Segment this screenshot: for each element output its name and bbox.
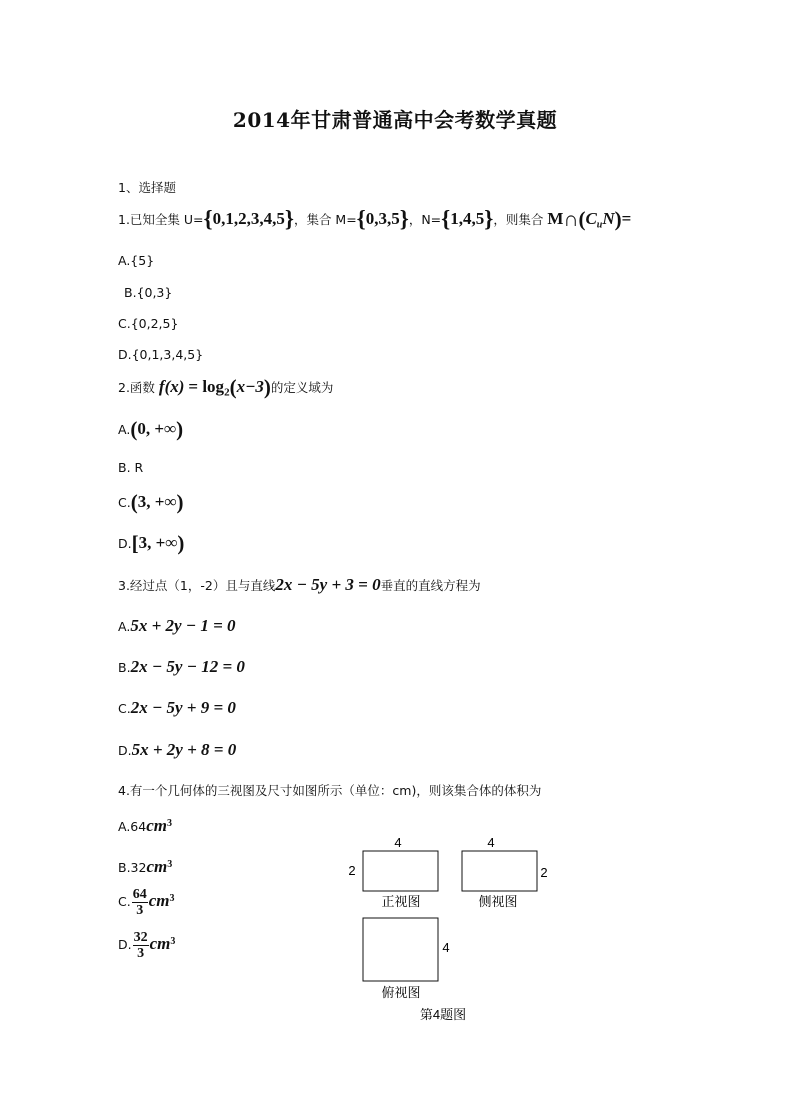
q1-mid2: ，N= bbox=[408, 212, 442, 227]
front-view-caption: 正视图 bbox=[381, 894, 421, 909]
q4-option-d: D. $\frac{32}{3}$ $cm^3$ bbox=[118, 930, 176, 961]
q4-option-a: $A.64cm^3$ bbox=[118, 816, 172, 835]
q1-expr-n: N bbox=[602, 209, 615, 228]
q4-option-c: C. $\frac{64}{3}$ $cm^3$ bbox=[118, 887, 175, 918]
three-view-figure bbox=[330, 828, 570, 1028]
q1-expr-m: M bbox=[547, 209, 564, 228]
q4-option-c-fraction: $\frac{64}{3}$ bbox=[132, 887, 147, 918]
q2-prefix: 2.函数 bbox=[118, 380, 155, 395]
q3-option-a: A.5x + 2y − 1 = 0 bbox=[118, 616, 236, 635]
figure-caption: 第4题图 bbox=[419, 1007, 467, 1022]
top-view-caption: 俯视图 bbox=[381, 985, 421, 1000]
q1-set-m: 0,3,5 bbox=[365, 209, 400, 228]
front-view-top-dim: 4 bbox=[394, 835, 402, 850]
q1-expr-eq: = bbox=[621, 209, 632, 228]
question-1: 1.已知全集 U={0,1,2,3,4,5}，集合 M={0,3,5}，N={1,4,5}，则集合 $M\cap(C_uN)=$ bbox=[118, 206, 632, 231]
section-heading: 1、选择题 bbox=[118, 180, 176, 195]
q1-option-b: B.{0,3} bbox=[124, 285, 173, 300]
side-view-top-dim: 4 bbox=[487, 835, 495, 850]
q1-option-d: D.{0,1,3,4,5} bbox=[118, 347, 204, 362]
q3-option-b: B.2x − 5y − 12 = 0 bbox=[118, 657, 245, 676]
q1-set-u: 0,1,2,3,4,5 bbox=[212, 209, 285, 228]
top-view-rect bbox=[363, 918, 438, 981]
q1-option-a: A.{5} bbox=[118, 253, 155, 268]
q4-option-b: $B.32cm^3$ bbox=[118, 857, 173, 876]
q1-mid3: ，则集合 bbox=[493, 212, 544, 227]
q3-option-d: D.5x + 2y + 8 = 0 bbox=[118, 740, 237, 759]
q3-line: 2x − 5y + 3 = 0 bbox=[275, 575, 381, 594]
side-view-caption: 侧视图 bbox=[478, 894, 518, 909]
q1-option-c: C.{0,2,5} bbox=[118, 316, 179, 331]
top-view-right-dim: 4 bbox=[442, 940, 450, 955]
q2-suffix: 的定义域为 bbox=[270, 380, 334, 395]
q3-suffix: 垂直的直线方程为 bbox=[380, 578, 481, 593]
q1-mid1: ，集合 M= bbox=[293, 212, 357, 227]
q2-log-base: 2 bbox=[224, 386, 230, 399]
q4-option-d-fraction: $\frac{32}{3}$ bbox=[133, 930, 148, 961]
q2-option-b: B. R bbox=[118, 460, 144, 475]
q2-option-d: D.[3, +∞) bbox=[118, 531, 185, 555]
q2-fx: f(x) bbox=[158, 377, 185, 396]
q2-option-c: C.(3, +∞) bbox=[118, 490, 184, 514]
q2-log-arg: x−3 bbox=[236, 377, 264, 396]
question-4: 4.有一个几何体的三视图及尺寸如图所示（单位：cm)，则该集合体的体积为 bbox=[118, 783, 542, 798]
q1-expr-cap: ∩ bbox=[563, 207, 579, 231]
q3-option-c: C.2x − 5y + 9 = 0 bbox=[118, 698, 236, 717]
front-view-rect bbox=[363, 851, 438, 891]
q1-expr-c: C bbox=[585, 209, 597, 228]
q1-prefix: 1.已知全集 U= bbox=[118, 212, 204, 227]
side-view-right-dim: 2 bbox=[540, 865, 548, 880]
side-view-rect bbox=[462, 851, 537, 891]
q1-expr-sub: u bbox=[596, 219, 603, 231]
q2-option-a: A.(0, +∞) bbox=[118, 417, 184, 441]
question-3 bbox=[118, 575, 481, 595]
question-2: 2.函数 $f(x) = \log_2(x-3)$的定义域为 bbox=[118, 375, 334, 399]
q3-prefix: 3.经过点（1，-2）且与直线 bbox=[118, 578, 276, 593]
q2-eq-log: = log bbox=[188, 377, 225, 396]
front-view-left-dim: 2 bbox=[348, 863, 356, 878]
q1-set-n: 1,4,5 bbox=[450, 209, 485, 228]
page-title: 2014年甘肃普通高中会考数学真题 bbox=[232, 108, 558, 132]
